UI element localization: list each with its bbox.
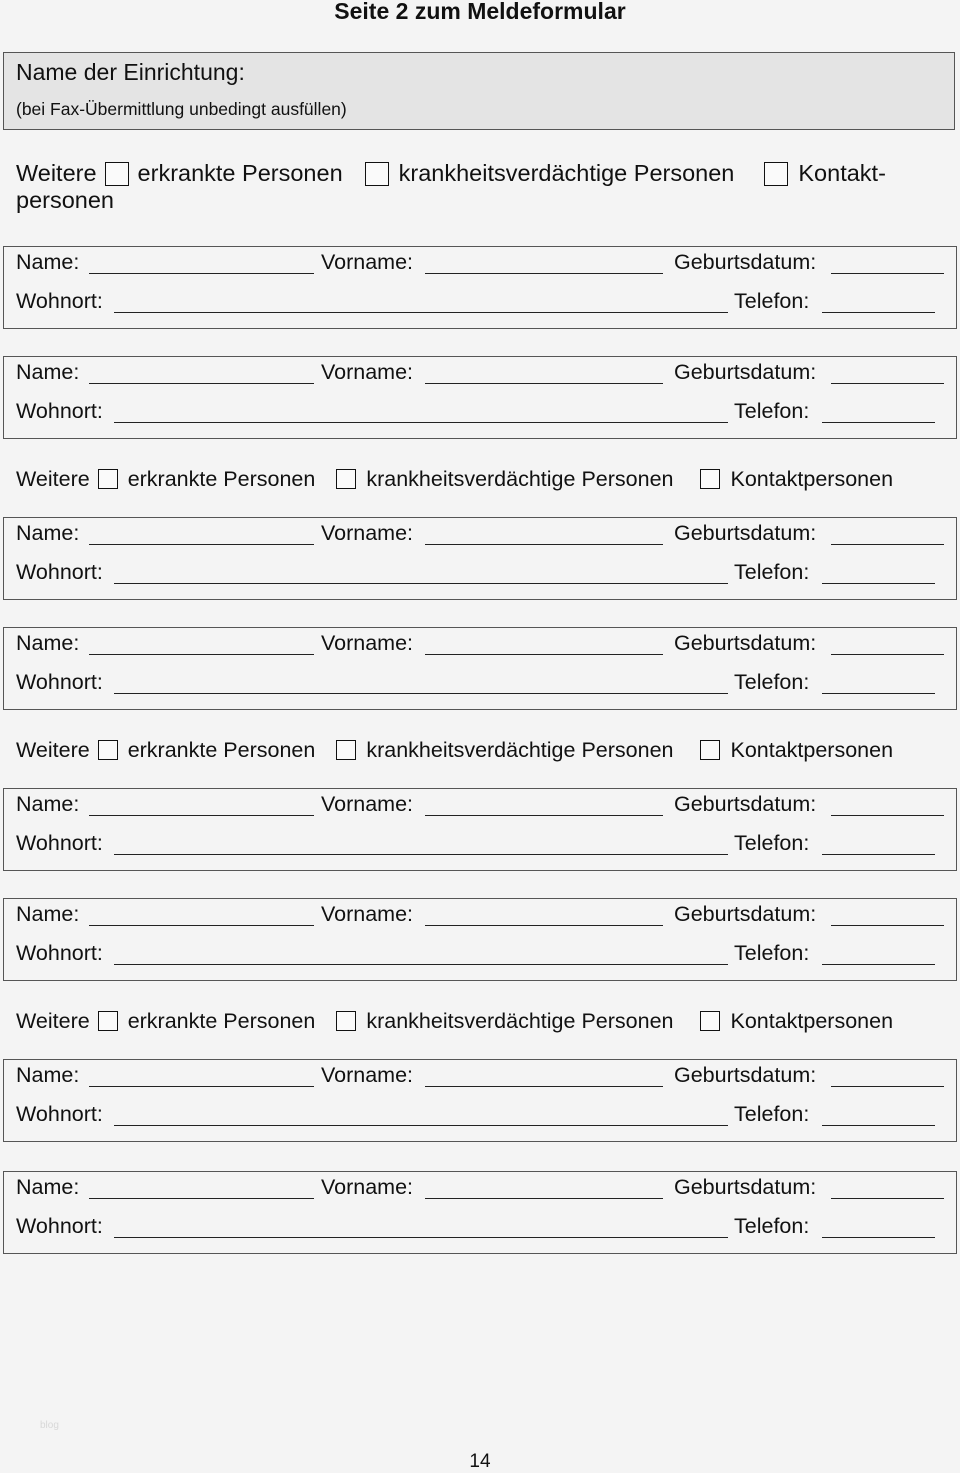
telefon-input-line[interactable] xyxy=(822,693,935,694)
option-erkrankte-label: erkrankte Personen xyxy=(137,160,343,186)
page-title: Seite 2 zum Meldeformular xyxy=(334,0,626,24)
name-input-line[interactable] xyxy=(89,273,314,274)
person-entry-1 xyxy=(3,246,957,329)
vorname-label: Vorname: xyxy=(321,792,414,816)
wohnort-input-line[interactable] xyxy=(114,854,728,855)
weitere-label: Weitere xyxy=(16,1008,90,1033)
option-verdaechtige-label: krankheitsverdächtige Personen xyxy=(366,466,674,491)
name-input-line[interactable] xyxy=(89,925,314,926)
telefon-input-line[interactable] xyxy=(822,312,935,313)
option-kontakt-label: Kontaktpersonen xyxy=(730,737,894,762)
geburtsdatum-label: Geburtsdatum: xyxy=(674,902,817,926)
person-entry-6 xyxy=(3,898,957,981)
option-erkrankte-label: erkrankte Personen xyxy=(127,737,316,762)
telefon-label: Telefon: xyxy=(734,831,810,855)
checkbox-erkrankte[interactable] xyxy=(98,469,118,489)
checkbox-kontakt[interactable] xyxy=(700,740,720,760)
facility-name-label: Name der Einrichtung: xyxy=(16,59,245,85)
wohnort-input-line[interactable] xyxy=(114,1237,728,1238)
checkbox-erkrankte[interactable] xyxy=(98,740,118,760)
telefon-label: Telefon: xyxy=(734,289,810,313)
telefon-input-line[interactable] xyxy=(822,964,935,965)
telefon-label: Telefon: xyxy=(734,1214,810,1238)
telefon-label: Telefon: xyxy=(734,670,810,694)
wohnort-label: Wohnort: xyxy=(16,1102,103,1126)
geburtsdatum-input-line[interactable] xyxy=(831,654,944,655)
checkbox-erkrankte[interactable] xyxy=(105,162,129,186)
wohnort-input-line[interactable] xyxy=(114,964,728,965)
geburtsdatum-input-line[interactable] xyxy=(831,383,944,384)
name-input-line[interactable] xyxy=(89,1086,314,1087)
wohnort-input-line[interactable] xyxy=(114,583,728,584)
name-input-line[interactable] xyxy=(89,815,314,816)
vorname-input-line[interactable] xyxy=(425,1086,663,1087)
name-label: Name: xyxy=(16,250,80,274)
group-selector-2 xyxy=(16,464,946,494)
option-verdaechtige-label: krankheitsverdächtige Personen xyxy=(366,1008,674,1033)
vorname-label: Vorname: xyxy=(321,631,414,655)
vorname-label: Vorname: xyxy=(321,1063,414,1087)
vorname-input-line[interactable] xyxy=(425,383,663,384)
vorname-label: Vorname: xyxy=(321,360,414,384)
geburtsdatum-label: Geburtsdatum: xyxy=(674,631,817,655)
option-verdaechtige-label: krankheitsverdächtige Personen xyxy=(366,737,674,762)
wohnort-label: Wohnort: xyxy=(16,670,103,694)
vorname-input-line[interactable] xyxy=(425,654,663,655)
name-label: Name: xyxy=(16,902,80,926)
vorname-input-line[interactable] xyxy=(425,273,663,274)
option-erkrankte-label: erkrankte Personen xyxy=(127,1008,316,1033)
geburtsdatum-input-line[interactable] xyxy=(831,544,944,545)
group-selector-3 xyxy=(16,735,946,765)
vorname-input-line[interactable] xyxy=(425,1198,663,1199)
telefon-label: Telefon: xyxy=(734,1102,810,1126)
vorname-input-line[interactable] xyxy=(425,925,663,926)
telefon-input-line[interactable] xyxy=(822,854,935,855)
name-input-line[interactable] xyxy=(89,383,314,384)
geburtsdatum-input-line[interactable] xyxy=(831,273,944,274)
wohnort-input-line[interactable] xyxy=(114,422,728,423)
telefon-label: Telefon: xyxy=(734,941,810,965)
geburtsdatum-label: Geburtsdatum: xyxy=(674,1063,817,1087)
person-entry-7 xyxy=(3,1059,957,1142)
geburtsdatum-input-line[interactable] xyxy=(831,815,944,816)
name-label: Name: xyxy=(16,1175,80,1199)
watermark-text: blog xyxy=(40,1420,59,1431)
vorname-input-line[interactable] xyxy=(425,544,663,545)
vorname-label: Vorname: xyxy=(321,250,414,274)
fax-note: (bei Fax-Übermittlung unbedingt ausfüllen) xyxy=(16,99,347,119)
group-selector-1 xyxy=(16,160,946,220)
geburtsdatum-input-line[interactable] xyxy=(831,925,944,926)
name-label: Name: xyxy=(16,631,80,655)
geburtsdatum-input-line[interactable] xyxy=(831,1086,944,1087)
wohnort-label: Wohnort: xyxy=(16,1214,103,1238)
option-kontakt-label: Kontaktpersonen xyxy=(730,1008,894,1033)
checkbox-verdaechtige[interactable] xyxy=(336,1011,356,1031)
name-label: Name: xyxy=(16,792,80,816)
option-verdaechtige-label: krankheitsverdächtige Personen xyxy=(398,160,735,186)
vorname-label: Vorname: xyxy=(321,521,414,545)
telefon-label: Telefon: xyxy=(734,560,810,584)
checkbox-kontakt[interactable] xyxy=(700,1011,720,1031)
geburtsdatum-label: Geburtsdatum: xyxy=(674,792,817,816)
weitere-label: Weitere xyxy=(16,737,90,762)
wohnort-label: Wohnort: xyxy=(16,560,103,584)
wohnort-label: Wohnort: xyxy=(16,941,103,965)
wohnort-label: Wohnort: xyxy=(16,399,103,423)
name-label: Name: xyxy=(16,360,80,384)
wohnort-label: Wohnort: xyxy=(16,289,103,313)
group-selector-4 xyxy=(16,1006,946,1036)
name-label: Name: xyxy=(16,521,80,545)
wohnort-label: Wohnort: xyxy=(16,831,103,855)
name-label: Name: xyxy=(16,1063,80,1087)
option-kontakt-label-cont: personen xyxy=(16,187,114,213)
name-input-line[interactable] xyxy=(89,1198,314,1199)
name-input-line[interactable] xyxy=(89,544,314,545)
telefon-input-line[interactable] xyxy=(822,1237,935,1238)
vorname-label: Vorname: xyxy=(321,1175,414,1199)
person-entry-3 xyxy=(3,517,957,600)
geburtsdatum-label: Geburtsdatum: xyxy=(674,1175,817,1199)
checkbox-kontakt[interactable] xyxy=(764,162,788,186)
option-kontakt-label: Kontaktpersonen xyxy=(730,466,894,491)
vorname-label: Vorname: xyxy=(321,902,414,926)
telefon-label: Telefon: xyxy=(734,399,810,423)
telefon-input-line[interactable] xyxy=(822,422,935,423)
checkbox-kontakt[interactable] xyxy=(700,469,720,489)
geburtsdatum-label: Geburtsdatum: xyxy=(674,250,817,274)
weitere-label: Weitere xyxy=(16,466,90,491)
telefon-input-line[interactable] xyxy=(822,583,935,584)
checkbox-verdaechtige[interactable] xyxy=(336,740,356,760)
person-entry-4 xyxy=(3,627,957,710)
checkbox-verdaechtige[interactable] xyxy=(336,469,356,489)
geburtsdatum-label: Geburtsdatum: xyxy=(674,521,817,545)
facility-header-box xyxy=(3,52,955,130)
page-number: 14 xyxy=(469,1451,491,1472)
weitere-label: Weitere xyxy=(16,160,97,186)
geburtsdatum-label: Geburtsdatum: xyxy=(674,360,817,384)
name-input-line[interactable] xyxy=(89,654,314,655)
geburtsdatum-input-line[interactable] xyxy=(831,1198,944,1199)
option-kontakt-label: Kontakt- xyxy=(798,160,886,186)
person-entry-8 xyxy=(3,1171,957,1254)
vorname-input-line[interactable] xyxy=(425,815,663,816)
wohnort-input-line[interactable] xyxy=(114,693,728,694)
wohnort-input-line[interactable] xyxy=(114,1125,728,1126)
person-entry-5 xyxy=(3,788,957,871)
person-entry-2 xyxy=(3,356,957,439)
telefon-input-line[interactable] xyxy=(822,1125,935,1126)
checkbox-verdaechtige[interactable] xyxy=(365,162,389,186)
wohnort-input-line[interactable] xyxy=(114,312,728,313)
option-erkrankte-label: erkrankte Personen xyxy=(127,466,316,491)
checkbox-erkrankte[interactable] xyxy=(98,1011,118,1031)
